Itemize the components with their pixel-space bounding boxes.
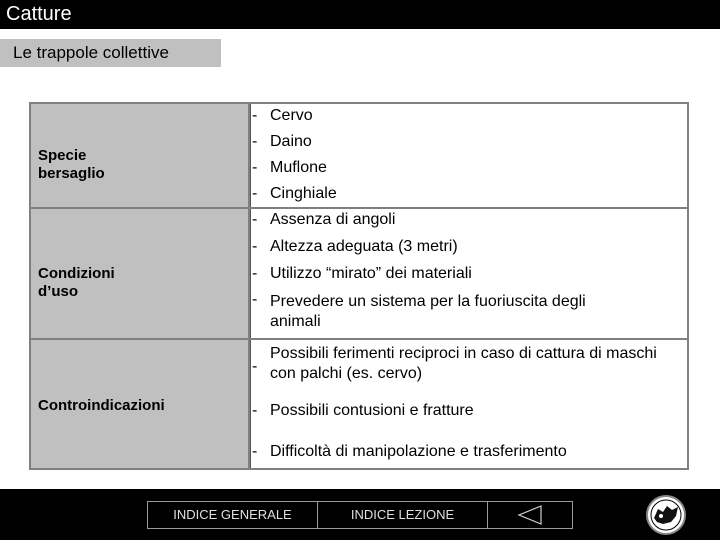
list-item: Assenza di angoli [270,211,396,228]
list-bullet: - [252,265,258,282]
list-bullet: - [252,159,258,176]
list-bullet: - [252,107,258,124]
row-label-species: Specie bersaglio [38,147,105,182]
list-item: Cervo [270,107,313,124]
lesson-index-button[interactable]: INDICE LEZIONE [317,501,488,529]
list-item: Possibili ferimenti reciproci in caso di cattura di maschi con palchi (es. cervo) [270,345,657,382]
list-bullet: - [252,443,258,460]
back-button[interactable] [487,501,573,529]
list-item: Prevedere un sistema per la fuoriuscita degli animali [270,293,586,330]
list-bullet: - [252,133,258,150]
row-divider [29,207,689,209]
footer-bar [0,489,720,540]
list-item: Utilizzo “mirato” dei materiali [270,265,472,282]
section-subtitle [0,39,221,67]
list-bullet: - [252,291,258,308]
list-bullet: - [252,402,258,419]
list-item: Possibili contusioni e fratture [270,402,474,419]
list-bullet: - [252,238,258,255]
list-bullet: - [252,358,258,375]
list-bullet: - [252,211,258,228]
subtitle-text: Le trappole collettive [13,43,169,62]
table-border-left [29,102,31,470]
table-border-bottom [29,468,689,470]
row-label-contraindications: Controindicazioni [38,397,165,414]
general-index-button[interactable]: INDICE GENERALE [147,501,318,529]
page-title: Catture [6,3,72,25]
row-label-conditions: Condizioni d’uso [38,265,115,300]
list-item: Altezza adeguata (3 metri) [270,238,458,255]
list-item: Daino [270,133,312,150]
list-item: Cinghiale [270,185,337,202]
column-divider [248,102,250,470]
list-item: Muflone [270,159,327,176]
table-border-right [687,102,689,470]
triangle-left-icon [515,504,545,526]
list-bullet: - [252,185,258,202]
title-bar [0,0,720,29]
table-border-top [29,102,689,104]
row-divider [29,338,689,340]
list-item: Difficoltà di manipolazione e trasferimento [270,443,567,460]
logo-icon [645,494,687,536]
